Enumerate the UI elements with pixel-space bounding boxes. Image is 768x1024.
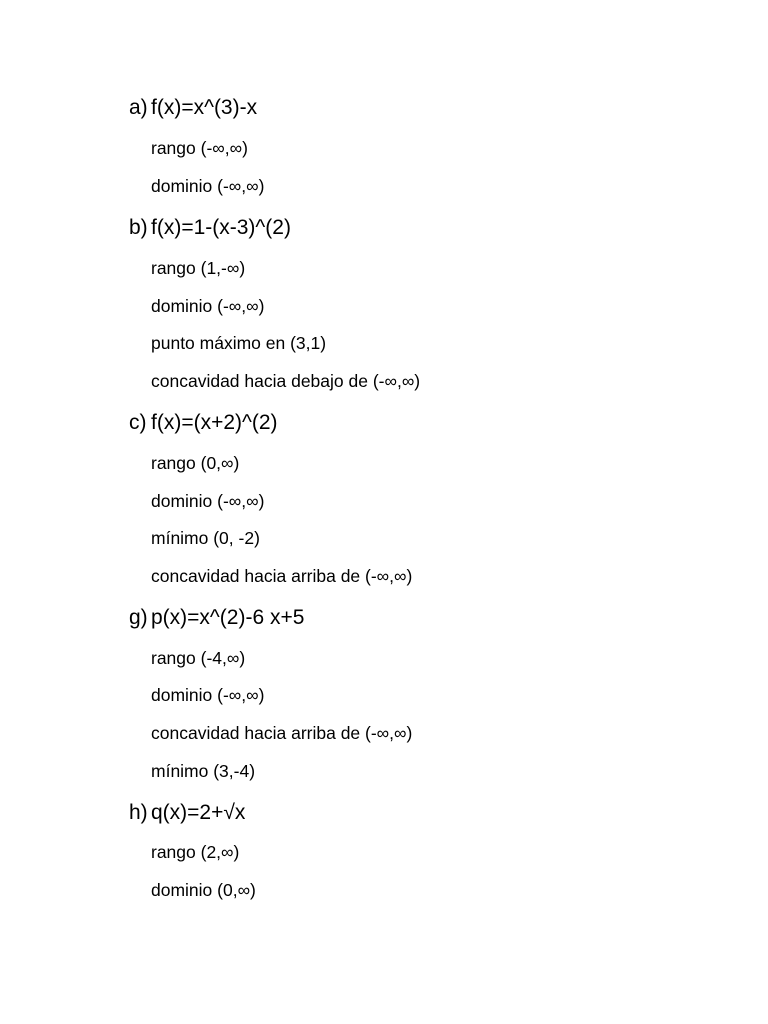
problem-heading: [129, 605, 304, 631]
detail-line: dominio (-∞,∞): [151, 176, 265, 196]
detail-line: mínimo (0, -2): [151, 528, 260, 548]
function-expression: q(x)=2+√x: [151, 801, 246, 824]
detail-line: rango (2,∞): [151, 842, 240, 862]
problem-heading: [129, 95, 257, 121]
detail-line: dominio (-∞,∞): [151, 491, 265, 511]
function-expression: f(x)=1-(x-3)^(2): [151, 216, 291, 239]
problem-heading: [129, 410, 278, 436]
detail-line: mínimo (3,-4): [151, 761, 256, 781]
problem-heading: [129, 215, 291, 241]
problem-letter: h): [129, 801, 148, 824]
function-expression: p(x)=x^(2)-6 x+5: [151, 606, 305, 629]
detail-line: dominio (0,∞): [151, 880, 256, 900]
detail-line: concavidad hacia debajo de (-∞,∞): [151, 371, 421, 391]
detail-line: dominio (-∞,∞): [151, 296, 265, 316]
detail-line: rango (-∞,∞): [151, 138, 248, 158]
problem-letter: a): [129, 96, 148, 119]
problem-letter: c): [129, 411, 147, 434]
detail-line: dominio (-∞,∞): [151, 685, 265, 705]
detail-line: punto máximo en (3,1): [151, 333, 327, 353]
detail-line: rango (-4,∞): [151, 648, 246, 668]
detail-line: concavidad hacia arriba de (-∞,∞): [151, 566, 413, 586]
detail-line: rango (0,∞): [151, 453, 240, 473]
detail-line: rango (1,-∞): [151, 258, 246, 278]
problem-letter: b): [129, 216, 148, 239]
detail-line: concavidad hacia arriba de (-∞,∞): [151, 723, 413, 743]
problem-letter: g): [129, 606, 148, 629]
function-expression: f(x)=x^(3)-x: [151, 96, 258, 119]
problem-heading: [129, 800, 245, 826]
function-expression: f(x)=(x+2)^(2): [151, 411, 278, 434]
